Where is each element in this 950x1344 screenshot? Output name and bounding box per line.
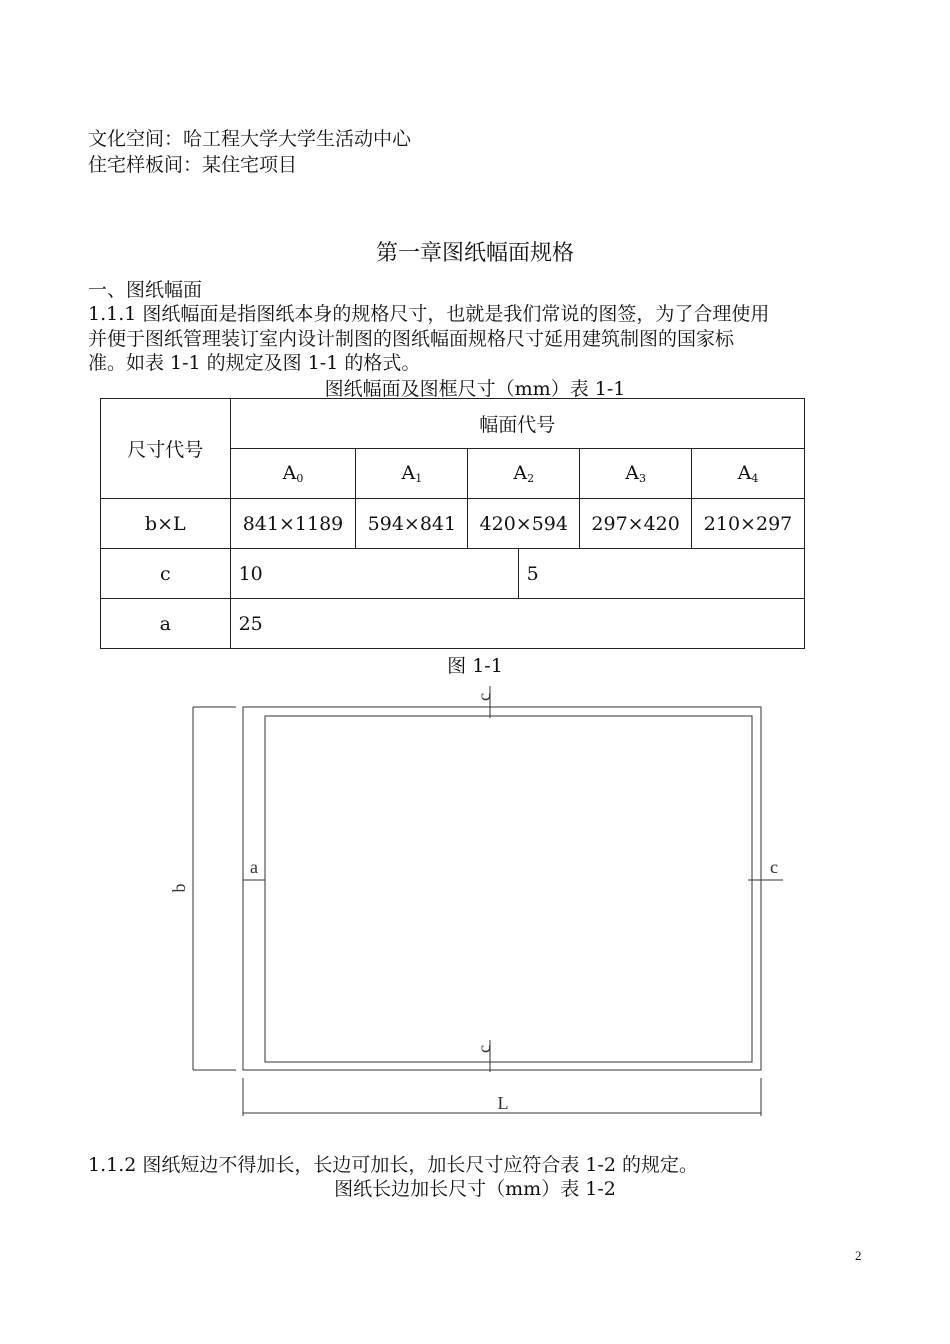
section-heading: 一、图纸幅面 [88,279,203,301]
a-label-cell: a [101,599,231,649]
paragraph-1-1-1-line-1: 1.1.1 图纸幅面是指图纸本身的规格尺寸，也就是我们常说的图签，为了合理使用 [88,303,770,325]
label-top-c: c [474,693,495,701]
row-header-cell: 尺寸代号 [101,399,231,499]
sheet-outline [243,707,761,1070]
label-l: L [497,1093,509,1113]
label-left-a: a [250,857,258,877]
bxl-label-cell: b×L [101,499,231,549]
bxl-a4-cell: 210×297 [692,499,805,549]
label-right-c: c [770,857,778,877]
header-line-residence: 住宅样板间：某住宅项目 [88,154,298,176]
bxl-a0-cell: 841×1189 [230,499,356,549]
size-sub: 4 [751,472,759,485]
group-header-cell: 幅面代号 [230,399,804,449]
label-bottom-c: c [474,1045,495,1053]
size-base: A [737,462,752,484]
c-value-large: 10 [231,549,519,598]
size-sub: 1 [415,472,423,485]
c-label-cell: c [101,549,231,599]
paragraph-1-1-1-line-2: 并便于图纸管理装订室内设计制图的图纸幅面规格尺寸延用建筑制图的国家标 [88,328,735,350]
label-b: b [169,883,190,893]
bxl-a1-cell: 594×841 [356,499,468,549]
chapter-title: 第一章图纸幅面规格 [375,241,574,266]
size-sub: 0 [296,472,304,485]
size-sub: 3 [638,472,646,485]
figure-1-1-caption: 图 1-1 [447,655,503,677]
table-1-1-caption: 图纸幅面及图框尺寸（mm）表 1-1 [324,378,626,400]
size-sub: 2 [527,472,535,485]
size-base: A [625,462,639,484]
page-number: 2 [855,1248,862,1263]
paragraph-1-1-1-line-3: 准。如表 1-1 的规定及图 1-1 的格式。 [88,352,421,374]
size-base: A [401,462,416,484]
header-line-culture: 文化空间：哈工程大学大学生活动中心 [88,128,412,150]
size-base: A [513,462,528,484]
bxl-a2-cell: 420×594 [468,499,580,549]
paragraph-1-1-2: 1.1.2 图纸短边不得加长，长边可加长，加长尺寸应符合表 1-2 的规定。 [88,1154,699,1176]
bxl-a3-cell: 297×420 [580,499,692,549]
size-base: A [282,462,297,484]
a-value-cell: 25 [230,599,804,649]
table-1-2-caption: 图纸长边加长尺寸（mm）表 1-2 [334,1178,616,1200]
inner-frame [265,716,752,1062]
c-value-small: 5 [526,562,539,585]
